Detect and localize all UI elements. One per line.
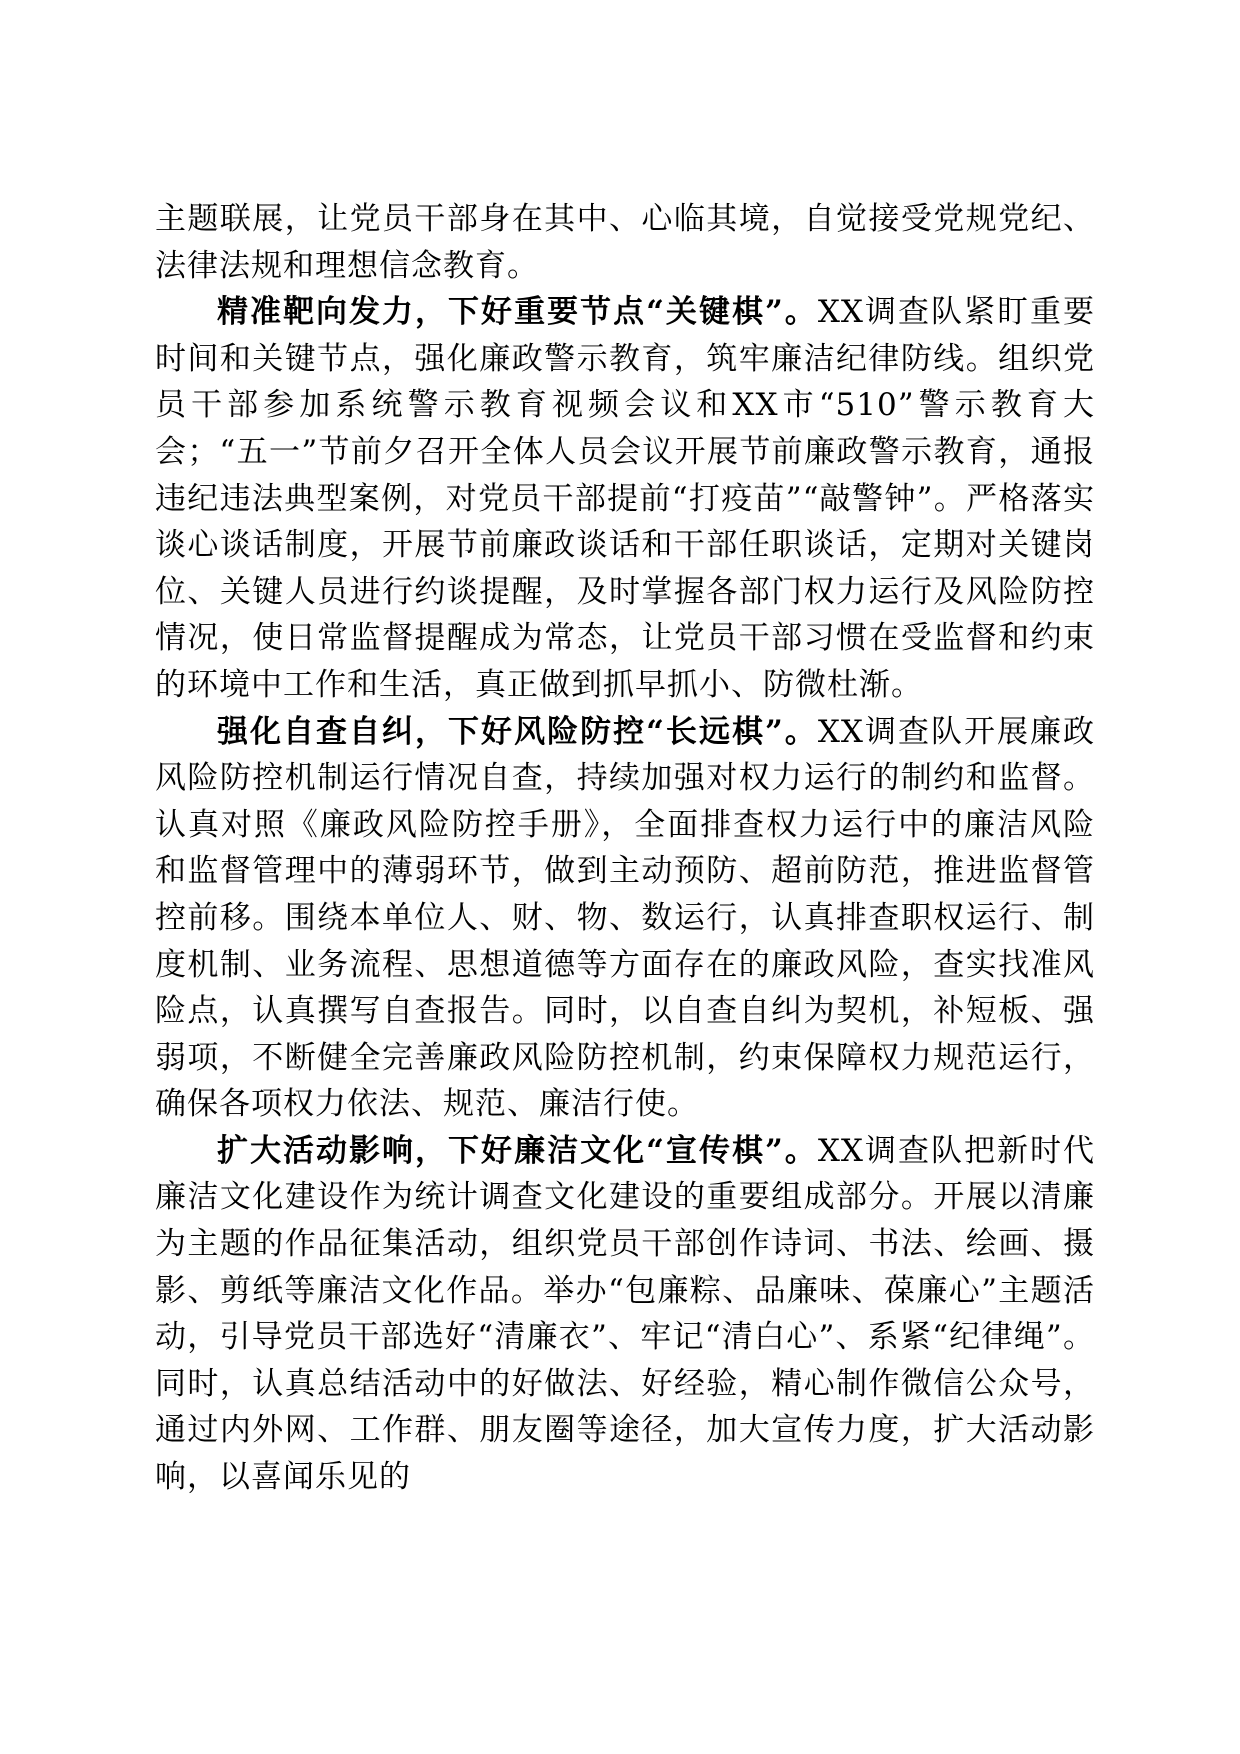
paragraph-text: XX调查队紧盯重要时间和关键节点，强化廉政警示教育，筑牢廉洁纪律防线。组织党员干部参加系统警示教育视频会议和XX市“510”警示教育大会；“五一”节前夕召开全体人员会议开展节前廉政警示教育，通报违纪违法典型案例，对党员干部提前“打疫苗”“敲警钟”。严格落实谈心谈话制度，开展节前廉政谈话和干部任职谈话，定期对关键岗位、关键人员进行约谈提醒，及时掌握各部门权力运行及风险防控情况，使日常监督提醒成为常态，让党员干部习惯在受监督和约束的环境中工作和生活，真正做到抓早抓小、防微杜渐。 — [155, 294, 1096, 703]
paragraph-heading: 强化自查自纠，下好风险防控“长远棋”。 — [217, 713, 818, 750]
paragraph-heading: 扩大活动影响，下好廉洁文化“宣传棋”。 — [217, 1132, 818, 1169]
paragraph-heading: 精准靶向发力，下好重要节点“关键棋”。 — [217, 294, 818, 331]
document-body — [155, 196, 1095, 1501]
paragraph-risk-control — [155, 709, 1095, 1128]
paragraph-key-moves — [155, 289, 1095, 708]
paragraph-text: 主题联展，让党员干部身在其中、心临其境，自觉接受党规党纪、法律法规和理想信念教育。 — [155, 201, 1095, 284]
paragraph-text: XX调查队开展廉政风险防控机制运行情况自查，持续加强对权力运行的制约和监督。认真对照《廉政风险防控手册》，全面排查权力运行中的廉洁风险和监督管理中的薄弱环节，做到主动预防、超前防范，推进监督管控前移。围绕本单位人、财、物、数运行，认真排查职权运行、制度机制、业务流程、思想道德等方面存在的廉政风险，查实找准风险点，认真撰写自查报告。同时，以自查自纠为契机，补短板、强弱项，不断健全完善廉政风险防控机制，约束保障权力规范运行，确保各项权力依法、规范、廉洁行使。 — [155, 713, 1096, 1123]
paragraph-text: XX调查队把新时代廉洁文化建设作为统计调查文化建设的重要组成部分。开展以清廉为主题的作品征集活动，组织党员干部创作诗词、书法、绘画、摄影、剪纸等廉洁文化作品。举办“包廉粽、品廉味、葆廉心”主题活动，引导党员干部选好“清廉衣”、牢记“清白心”、系紧“纪律绳”。同时，认真总结活动中的好做法、好经验，精心制作微信公众号，通过内外网、工作群、朋友圈等途径，加大宣传力度，扩大活动影响，以喜闻乐见的 — [155, 1132, 1096, 1496]
paragraph-continuation — [155, 196, 1095, 289]
paragraph-publicity — [155, 1128, 1095, 1501]
